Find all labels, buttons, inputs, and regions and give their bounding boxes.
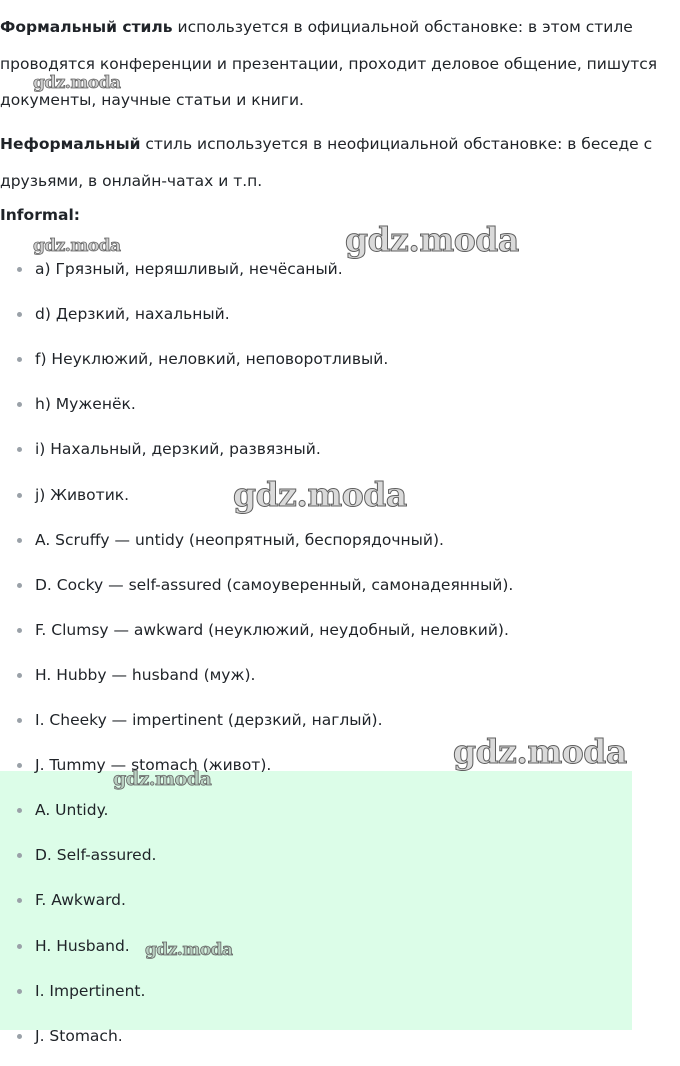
word-list-item-text: j) Животик. <box>35 485 130 504</box>
bullet-icon <box>17 312 22 317</box>
bullet-icon <box>17 763 22 768</box>
formal-style-description: используется в официальной обстановке: в этом стиле проводятся конференции и презентации, проходит деловое общение, пишутся документы, научные статьи и книги. <box>0 18 658 109</box>
bullet-icon <box>17 357 22 362</box>
word-list-item-text: i) Нахальный, дерзкий, развязный. <box>35 440 321 459</box>
bullet-icon <box>17 538 22 543</box>
answer-list-item-text: F. Awkward. <box>35 891 126 910</box>
answer-list-item-text: J. Stomach. <box>35 1026 123 1045</box>
watermark-logo: gdz.moda <box>145 940 233 960</box>
informal-heading: Informal: <box>0 206 80 224</box>
bullet-icon <box>17 944 22 949</box>
formal-style-term: Формальный стиль <box>0 18 173 36</box>
formal-style-paragraph <box>0 9 676 119</box>
word-list-item-text: F. Clumsy — awkward (неуклюжий, неудобный, неловкий). <box>35 620 509 639</box>
bullet-icon <box>17 267 22 272</box>
word-list-item-text: h) Муженёк. <box>35 395 136 414</box>
watermark-logo: gdz.moda <box>113 768 212 790</box>
bullet-icon <box>17 583 22 588</box>
watermark-logo: gdz.moda <box>33 236 121 256</box>
word-list-item-text: H. Hubby — husband (муж). <box>35 665 256 684</box>
word-list-item-text: D. Cocky — self-assured (самоуверенный, самонадеянный). <box>35 575 514 594</box>
answer-list-item-text: H. Husband. <box>35 936 130 955</box>
word-list-item-text: d) Дерзкий, нахальный. <box>35 305 230 324</box>
bullet-icon <box>17 718 22 723</box>
bullet-icon <box>17 447 22 452</box>
watermark-logo: gdz.moda <box>453 732 627 771</box>
word-list-item-text: J. Tummy — stomach (живот). <box>35 756 272 775</box>
informal-style-term: Неформальный <box>0 135 141 153</box>
word-list-item-text: f) Неуклюжий, неловкий, неповоротливый. <box>35 350 389 369</box>
informal-style-paragraph <box>0 126 676 199</box>
bullet-icon <box>17 1034 22 1039</box>
answer-list-item-text: A. Untidy. <box>35 801 109 820</box>
informal-style-description: стиль используется в неофициальной обстановке: в беседе с друзьями, в онлайн-чатах и т.п. <box>0 135 653 190</box>
bullet-icon <box>17 402 22 407</box>
watermark-logo: gdz.moda <box>233 475 407 514</box>
watermark-logo: gdz.moda <box>345 220 519 259</box>
word-list-item-text: a) Грязный, неряшливый, нечёсаный. <box>35 260 343 278</box>
word-list-item-text: A. Scruffy — untidy (неопрятный, беспорядочный). <box>35 530 444 549</box>
watermark-logo: gdz.moda <box>33 73 121 93</box>
answer-list-item-text: I. Impertinent. <box>35 981 146 1000</box>
bullet-icon <box>17 493 22 498</box>
word-list-item-text: I. Cheeky — impertinent (дерзкий, наглый). <box>35 711 383 729</box>
bullet-icon <box>17 673 22 678</box>
answer-list-item-text: D. Self-assured. <box>35 846 157 865</box>
bullet-icon <box>17 628 22 633</box>
bullet-icon <box>17 989 22 994</box>
